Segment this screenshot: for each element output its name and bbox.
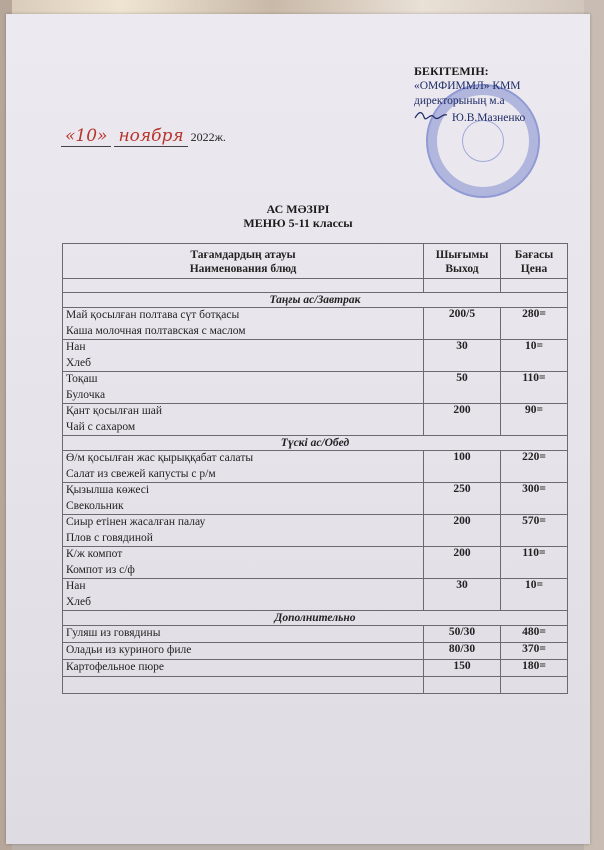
table-header-row (63, 244, 568, 279)
item-price: 480= (501, 626, 568, 643)
table-row (63, 340, 568, 372)
approval-org: «ОМФИММЛ» КММ (414, 80, 521, 92)
item-out: 200/5 (424, 308, 501, 340)
item-out: 100 (424, 451, 501, 483)
item-price: 220= (501, 451, 568, 483)
table-row (63, 451, 568, 483)
item-name-kz: Нан (66, 580, 86, 592)
menu-sheet (6, 14, 590, 844)
approval-role: директорының м.а (414, 95, 505, 107)
section-title: Дополнительно (63, 611, 568, 626)
table-row (63, 372, 568, 404)
item-name-ru: Свекольник (66, 499, 124, 512)
date-line (61, 126, 226, 146)
item-name-kz: Тоқаш (66, 373, 98, 385)
item-price: 300= (501, 483, 568, 515)
item-price: 370= (501, 643, 568, 660)
item-name-kz: Қант қосылған шай (66, 405, 162, 417)
table-row (63, 643, 568, 660)
item-price: 10= (501, 579, 568, 611)
item-name-kz: Май қосылған полтава сүт ботқасы (66, 309, 240, 321)
table-row (63, 626, 568, 643)
header-price (501, 244, 568, 279)
table-row (63, 660, 568, 677)
item-out: 30 (424, 340, 501, 372)
date-year: 2022ж. (190, 130, 226, 144)
header-name (63, 244, 424, 279)
item-price: 90= (501, 404, 568, 436)
item-name-ru: Салат из свежей капусты с р/м (66, 467, 216, 480)
item-out: 250 (424, 483, 501, 515)
item-name-ru: Компот из с/ф (66, 563, 135, 576)
title-kz: АС МӘЗІРІ (266, 202, 330, 216)
item-out: 200 (424, 404, 501, 436)
approval-signature-name: Ю.В.Мазненко (452, 112, 526, 124)
item-name-ru: Плов с говядиной (66, 531, 153, 544)
header-out-kz: Шығымы (435, 249, 489, 261)
menu-table (62, 243, 568, 694)
item-name-kz: К/ж компот (66, 548, 123, 560)
item-price: 10= (501, 340, 568, 372)
item-name-ru: Каша молочная полтавская с маслом (66, 324, 246, 337)
section-extra (63, 611, 568, 626)
date-month: ноября (114, 126, 187, 147)
stamp-emblem (462, 120, 504, 162)
header-name-kz: Тағамдардың атауы (190, 249, 296, 261)
handwritten-signature (414, 109, 452, 126)
item-price: 570= (501, 515, 568, 547)
approval-heading: БЕКІТЕМІН: (414, 64, 489, 78)
table-row (63, 404, 568, 436)
item-name-ru: Гуляш из говядины (63, 626, 424, 643)
item-name-kz: Сиыр етінен жасалған палау (66, 516, 206, 528)
item-name-kz: Қызылша көжесі (66, 484, 150, 496)
table-row (63, 308, 568, 340)
item-out: 50/30 (424, 626, 501, 643)
item-name-ru: Хлеб (66, 356, 91, 369)
item-name-kz: Нан (66, 341, 86, 353)
approval-signature-line (414, 109, 564, 126)
header-price-ru: Цена (520, 263, 548, 275)
table-row (63, 483, 568, 515)
item-name-ru: Хлеб (66, 595, 91, 608)
item-out: 50 (424, 372, 501, 404)
item-out: 200 (424, 547, 501, 579)
item-name-ru: Картофельное пюре (63, 660, 424, 677)
item-price: 280= (501, 308, 568, 340)
table-spacer-row (63, 279, 568, 293)
section-title: Таңғы ас/Завтрак (63, 293, 568, 308)
table-row (63, 515, 568, 547)
item-out: 80/30 (424, 643, 501, 660)
item-out: 200 (424, 515, 501, 547)
header-price-kz: Бағасы (514, 249, 554, 261)
item-out: 30 (424, 579, 501, 611)
item-name-kz: Ө/м қосылған жас қырыққабат салаты (66, 452, 254, 464)
table-row (63, 547, 568, 579)
table-empty-row (63, 677, 568, 694)
item-out: 150 (424, 660, 501, 677)
header-name-ru: Наименования блюд (189, 263, 297, 275)
section-breakfast (63, 293, 568, 308)
item-name-ru: Чай с сахаром (66, 420, 136, 433)
item-name-ru: Булочка (66, 388, 106, 401)
item-price: 110= (501, 372, 568, 404)
approval-block (414, 64, 564, 126)
section-lunch (63, 436, 568, 451)
item-price: 180= (501, 660, 568, 677)
item-price: 110= (501, 547, 568, 579)
title-ru: МЕНЮ 5-11 классы (243, 216, 353, 230)
section-title: Түскі ас/Обед (63, 436, 568, 451)
date-day: «10» (61, 126, 111, 147)
header-out (424, 244, 501, 279)
table-row (63, 579, 568, 611)
header-out-ru: Выход (445, 263, 479, 275)
item-name-ru: Оладьи из куриного филе (63, 643, 424, 660)
